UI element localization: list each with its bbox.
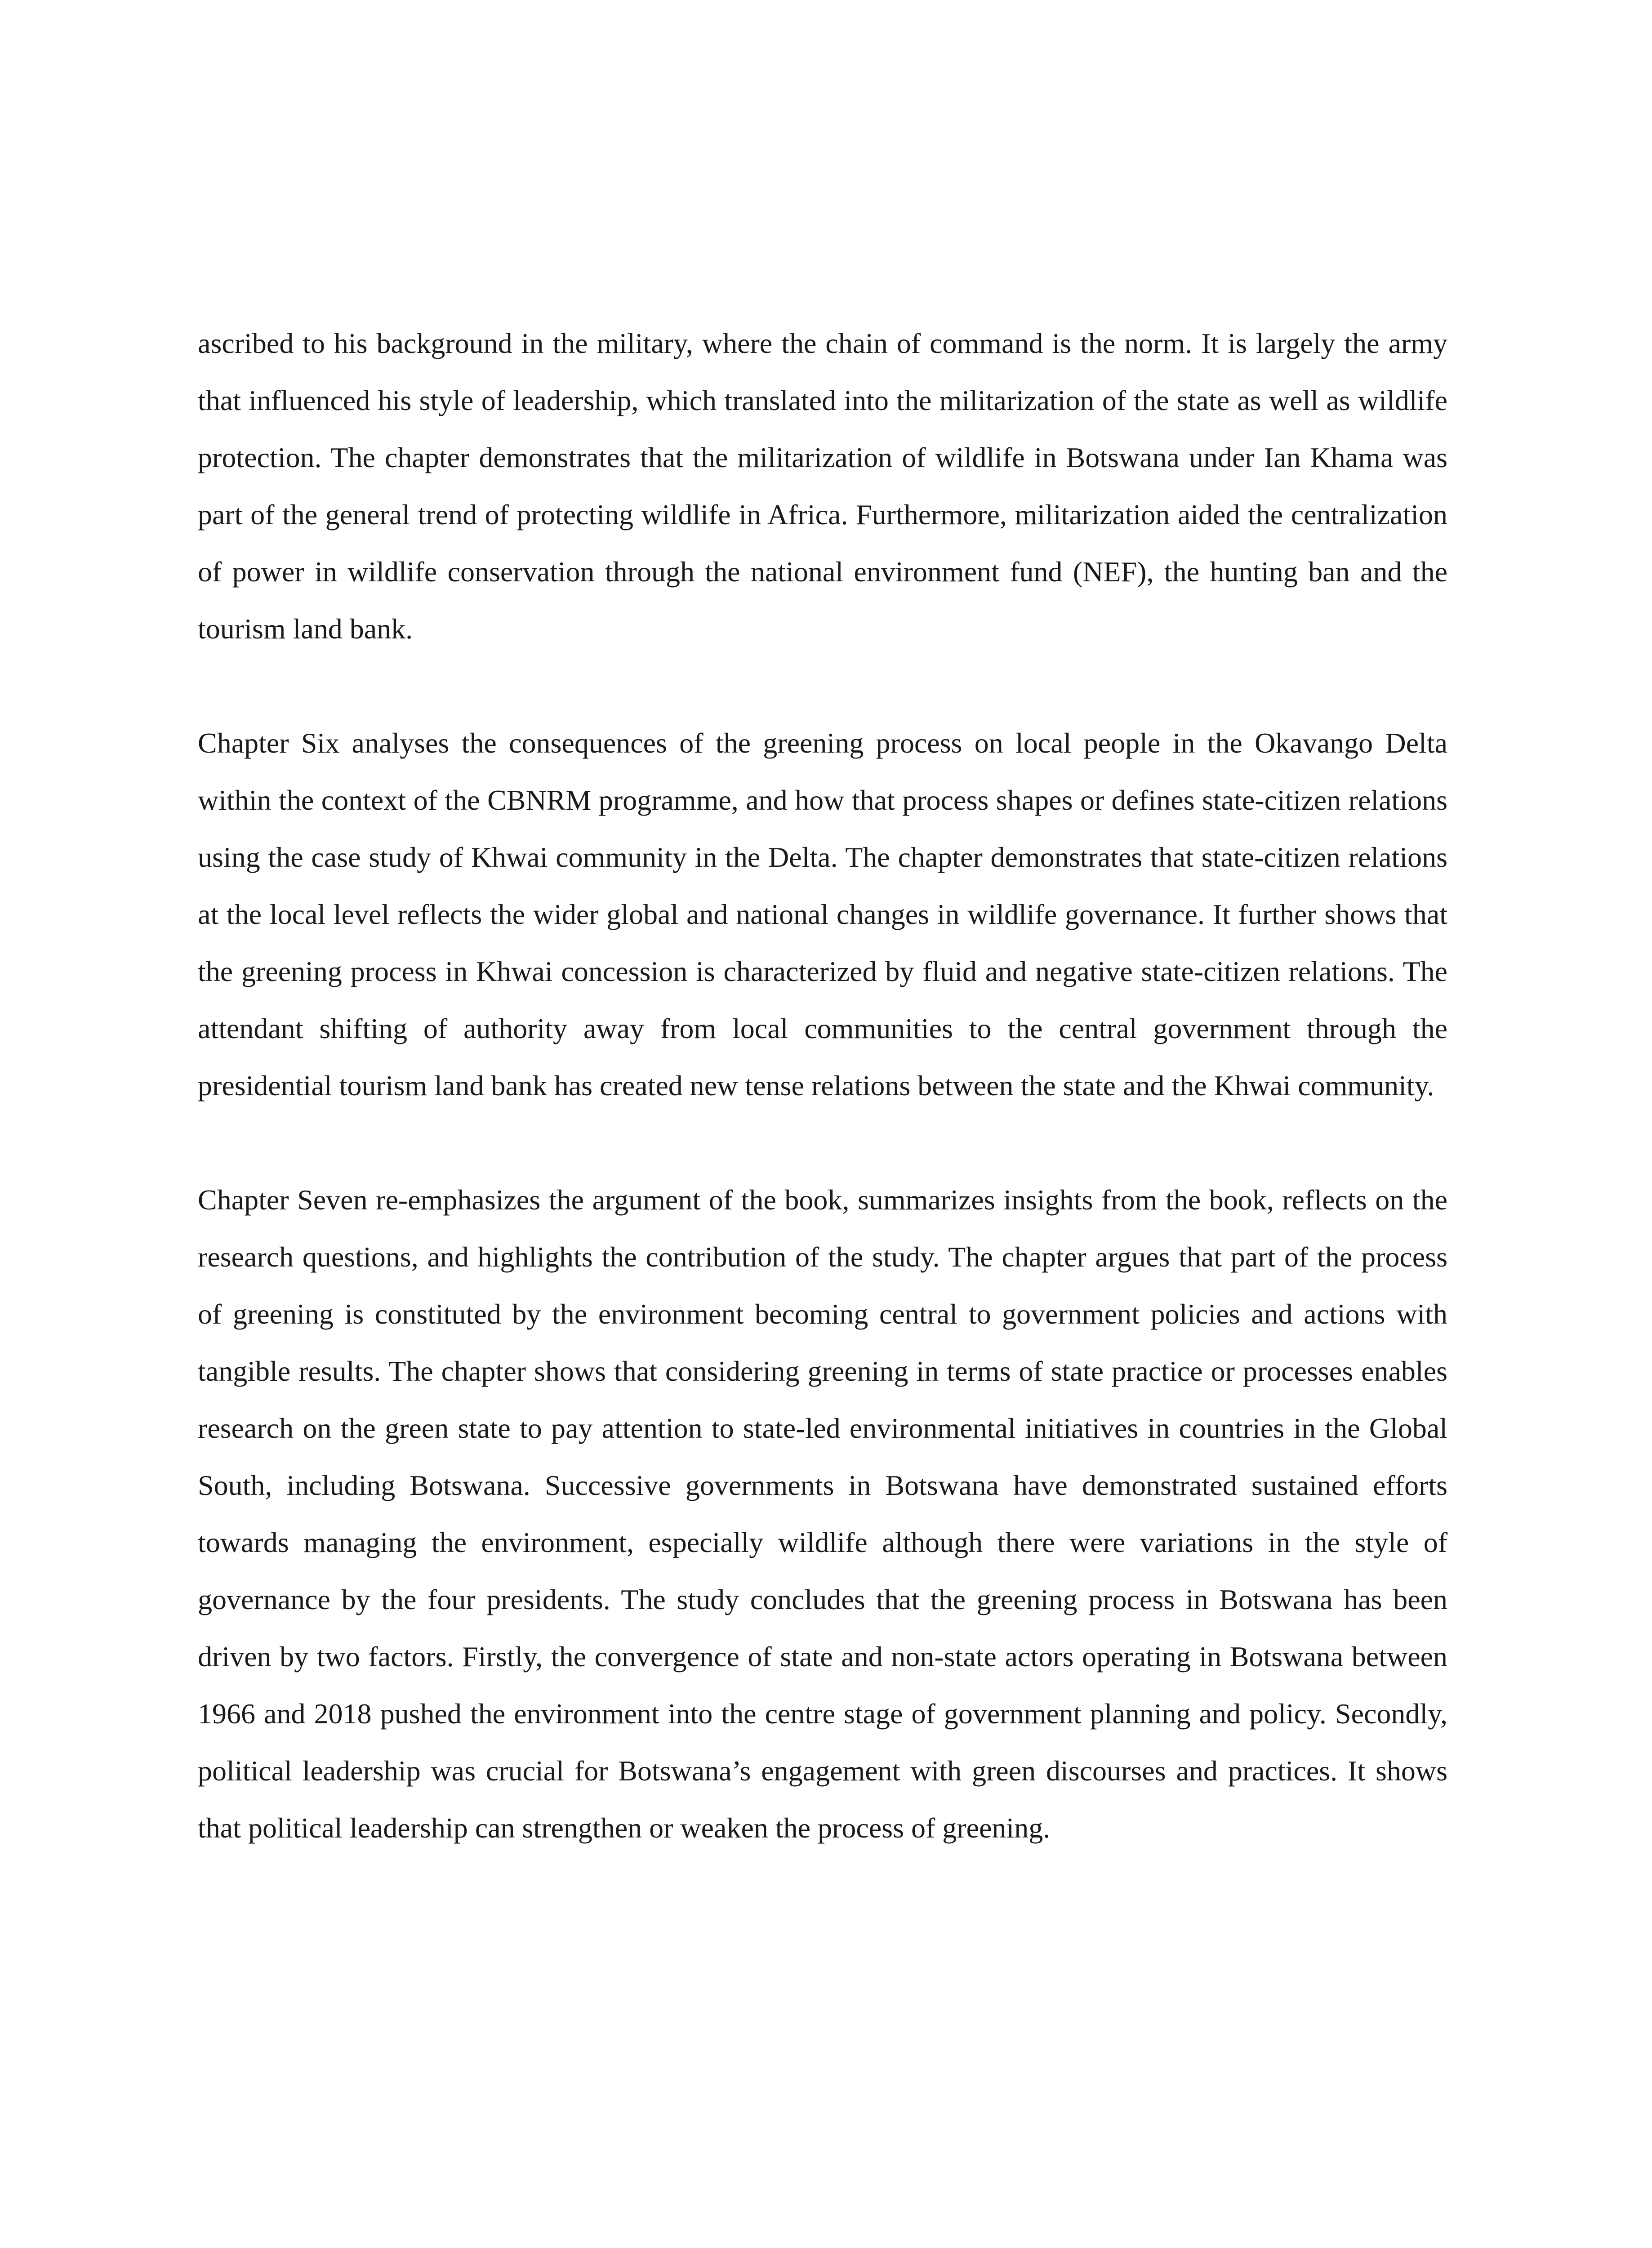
body-text — [198, 315, 1447, 1856]
paragraph-2: Chapter Six analyses the consequences of the greening process on local people in the Okavango Delta within the context of the CBNRM programme, and how that process shapes or defines state-citizen relations using the case study of Khwai community in the Delta. The chapter demonstrates that state-citizen relations at the local level reflects the wider global and national changes in wildlife governance. It further shows that the greening process in Khwai concession is characterized by fluid and negative state-citizen relations. The attendant shifting of authority away from local communities to the central government through the presidential tourism land bank has created new tense relations between the state and the Khwai community. — [198, 727, 1447, 1102]
paragraph-3: Chapter Seven re-emphasizes the argument of the book, summarizes insights from the book, reflects on the research questions, and highlights the contribution of the study. The chapter argues that part of the process of greening is constituted by the environment becoming central to government policies and actions with tangible results. The chapter shows that considering greening in terms of state practice or processes enables research on the green state to pay attention to state-led environmental initiatives in countries in the Global South, including Botswana. Successive governments in Botswana have demonstrated sustained efforts towards managing the environment, especially wildlife although there were variations in the style of governance by the four presidents. The study concludes that the greening process in Botswana has been driven by two factors. Firstly, the convergence of state and non-state actors operating in Botswana between 1966 and 2018 pushed the environment into the centre stage of government planning and policy. Secondly, political leadership was crucial for Botswana’s engagement with green discourses and practices. It shows that political leadership can strengthen or weaken the process of greening. — [198, 1184, 1447, 1844]
paragraph-1: ascribed to his background in the military, where the chain of command is the norm. It is largely the army that influenced his style of leadership, which translated into the militarization of the state as well as wildlife protection. The chapter demonstrates that the militarization of wildlife in Botswana under Ian Khama was part of the general trend of protecting wildlife in Africa. Furthermore, militarization aided the centralization of power in wildlife conservation through the national environment fund (NEF), the hunting ban and the tourism land bank. — [198, 327, 1447, 645]
